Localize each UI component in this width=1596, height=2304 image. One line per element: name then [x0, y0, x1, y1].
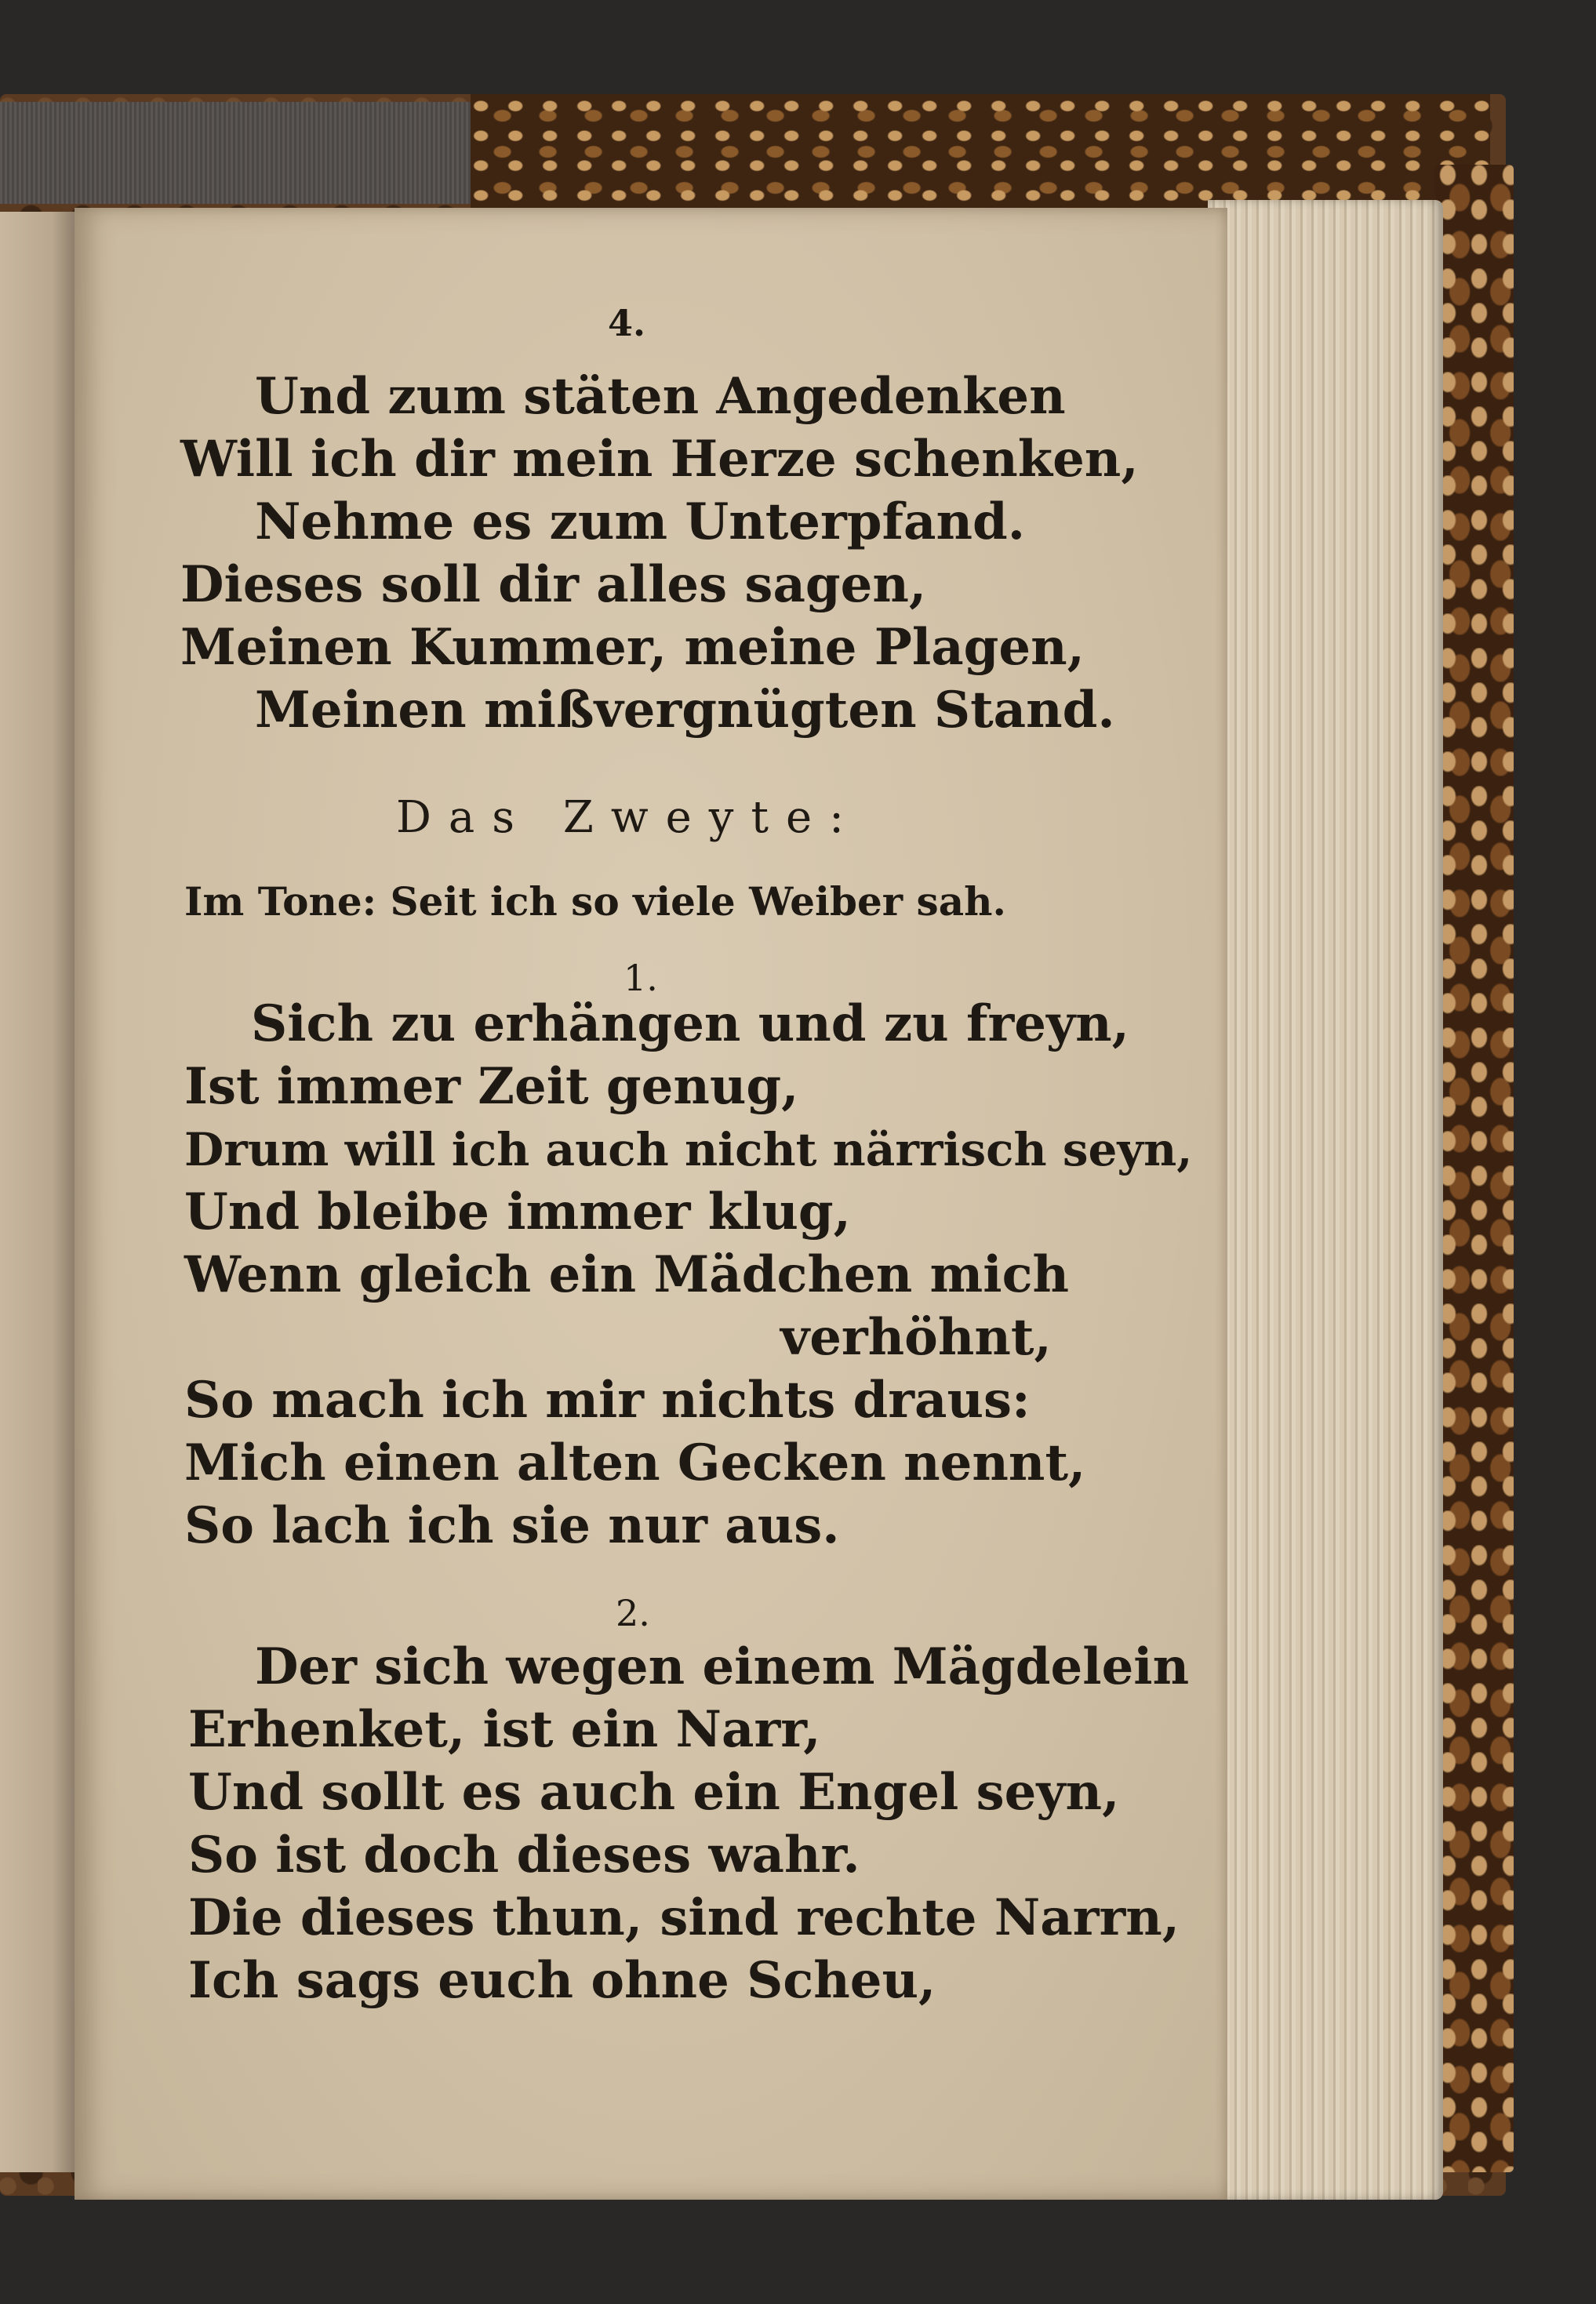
verse-line: Ich sags euch ohne Scheu, [188, 1951, 936, 2010]
verse-line: Ist immer Zeit genug, [184, 1057, 799, 1116]
verse-line: So ist doch dieses wahr. [188, 1826, 860, 1884]
verse-line: Nehme es zum Unterpfand. [255, 492, 1026, 551]
verse-line: Der sich wegen einem Mägdelein [255, 1637, 1190, 1696]
stanza-number: 1. [623, 957, 658, 999]
book-page [75, 208, 1227, 2200]
page-fore-edge [1208, 200, 1443, 2200]
verse-line: Erhenket, ist ein Narr, [188, 1700, 821, 1759]
verse-line: So mach ich mir nichts draus: [184, 1371, 1031, 1430]
stanza-number: 2. [616, 1592, 650, 1634]
verse-line: Meinen Kummer, meine Plagen, [180, 618, 1085, 677]
section-heading: Das Zweyte: [396, 792, 861, 843]
verse-line: Wenn gleich ein Mädchen mich [184, 1245, 1070, 1304]
verse-line: Meinen mißvergnügten Stand. [255, 681, 1115, 740]
verse-line: verhöhnt, [780, 1308, 1052, 1367]
left-page-sliver [0, 212, 75, 2172]
cloth-spine [0, 102, 486, 204]
verse-line: Will ich dir mein Herze schenken, [180, 430, 1139, 489]
tune-line: Im Tone: Seit ich so viele Weiber sah. [184, 878, 1006, 925]
verse-line: Sich zu erhängen und zu freyn, [251, 994, 1129, 1053]
verse-line: Dieses soll dir alles sagen, [180, 555, 927, 614]
verse-line: Mich einen alten Gecken nennt, [184, 1434, 1086, 1492]
verse-line: Und sollt es auch ein Engel seyn, [188, 1763, 1120, 1822]
verse-line: Und bleibe immer klug, [184, 1183, 851, 1241]
verse-line: Die dieses thun, sind rechte Narrn, [188, 1888, 1180, 1947]
marbled-board-top [471, 94, 1490, 212]
marbled-board-edge [1435, 165, 1514, 2172]
verse-line: Und zum stäten Angedenken [255, 367, 1066, 426]
verse-line: So lach ich sie nur aus. [184, 1496, 840, 1555]
verse-line: Drum will ich auch nicht närrisch seyn, [184, 1123, 1193, 1176]
page-number: 4. [608, 302, 646, 344]
